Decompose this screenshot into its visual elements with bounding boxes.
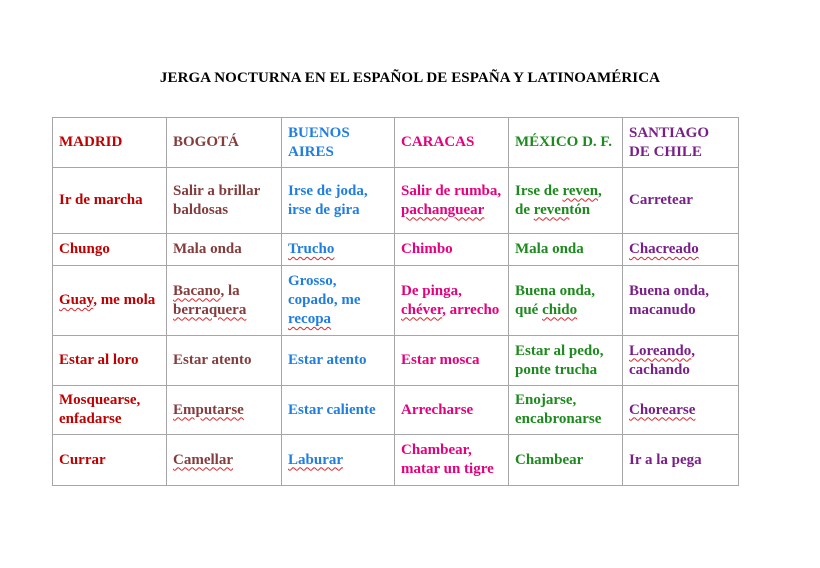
spellcheck-underline: recopa	[288, 311, 332, 327]
table-cell: Chimbo	[395, 234, 509, 266]
table-cell	[623, 386, 739, 435]
document-title: JERGA NOCTURNA EN EL ESPAÑOL DE ESPAÑA Y LATINOAMÉRICA	[159, 70, 661, 86]
spellcheck-underline: berraquera	[173, 301, 247, 318]
table-cell: De pinga, chéver, arrecho	[395, 266, 509, 336]
table-cell: Carretear	[623, 168, 739, 234]
table-row	[53, 386, 739, 435]
table-cell: Chambear, matar un tigre	[395, 435, 509, 486]
spellcheck-underline: Laburar	[288, 451, 344, 468]
table-row	[53, 435, 739, 486]
table-cell: Grosso, copado, me recopa	[282, 266, 395, 336]
table-cell: Mosquearse, enfadarse	[53, 386, 167, 435]
header-buenos-aires: BUENOS AIRES	[282, 118, 395, 168]
table-cell: Ir a la pega	[623, 435, 739, 486]
spellcheck-underline: Emputarse	[173, 401, 244, 418]
spellcheck-underline: chéver	[401, 301, 443, 318]
header-bogota: BOGOTÁ	[167, 118, 282, 168]
table-cell: Ir de marcha	[53, 168, 167, 234]
spellcheck-underline: Bacano	[173, 282, 221, 299]
table-cell: Estar atento	[167, 336, 282, 386]
table-cell: Loreando, cachando	[623, 336, 739, 386]
table-cell: Currar	[53, 435, 167, 486]
table-cell: Irse de joda, irse de gira	[282, 168, 395, 234]
table-cell: Buena onda, macanudo	[623, 266, 739, 336]
table-cell: Bacano, la berraquera	[167, 266, 282, 336]
spellcheck-underline: Loreando	[629, 342, 692, 359]
header-caracas: CARACAS	[395, 118, 509, 168]
table-cell: Buena onda, qué chido	[509, 266, 623, 336]
spellcheck-underline: chido	[542, 301, 578, 318]
header-santiago: SANTIAGO DE CHILE	[623, 118, 739, 168]
table-cell: Estar mosca	[395, 336, 509, 386]
table-row	[53, 266, 739, 336]
spellcheck-underline: Trucho	[288, 241, 335, 257]
table-header-row	[53, 118, 739, 168]
table-cell: Mala onda	[509, 234, 623, 266]
spellcheck-underline: pachanguear	[401, 201, 485, 218]
table-cell: Estar caliente	[282, 386, 395, 435]
table-cell	[282, 435, 395, 486]
table-cell: Mala onda	[167, 234, 282, 266]
table-cell: Enojarse, encabronarse	[509, 386, 623, 435]
table-cell: Arrecharse	[395, 386, 509, 435]
table-cell	[167, 386, 282, 435]
spellcheck-underline: Chacreado	[629, 241, 699, 257]
table-cell: Irse de reven, de reventón	[509, 168, 623, 234]
table-cell: Salir de rumba, pachanguear	[395, 168, 509, 234]
table-cell: Estar al pedo, ponte trucha	[509, 336, 623, 386]
table-row	[53, 234, 739, 266]
spellcheck-underline: Camellar	[173, 451, 233, 468]
table-cell	[282, 234, 395, 266]
spellcheck-underline: Guay	[59, 292, 94, 308]
table-row	[53, 168, 739, 234]
table-cell: Chambear	[509, 435, 623, 486]
table-cell: Estar atento	[282, 336, 395, 386]
table-cell	[167, 435, 282, 486]
table-row	[53, 336, 739, 386]
table-cell	[623, 234, 739, 266]
header-mexico: MÉXICO D. F.	[509, 118, 623, 168]
table-cell: Guay, me mola	[53, 266, 167, 336]
slang-comparison-table	[52, 117, 739, 486]
spellcheck-underline: reven	[562, 182, 599, 199]
table-cell: Salir a brillar baldosas	[167, 168, 282, 234]
header-madrid: MADRID	[53, 118, 167, 168]
spellcheck-underline: Chorearse	[629, 401, 696, 418]
table-cell: Chungo	[53, 234, 167, 266]
table-cell: Estar al loro	[53, 336, 167, 386]
spellcheck-underline: reven	[533, 201, 570, 218]
